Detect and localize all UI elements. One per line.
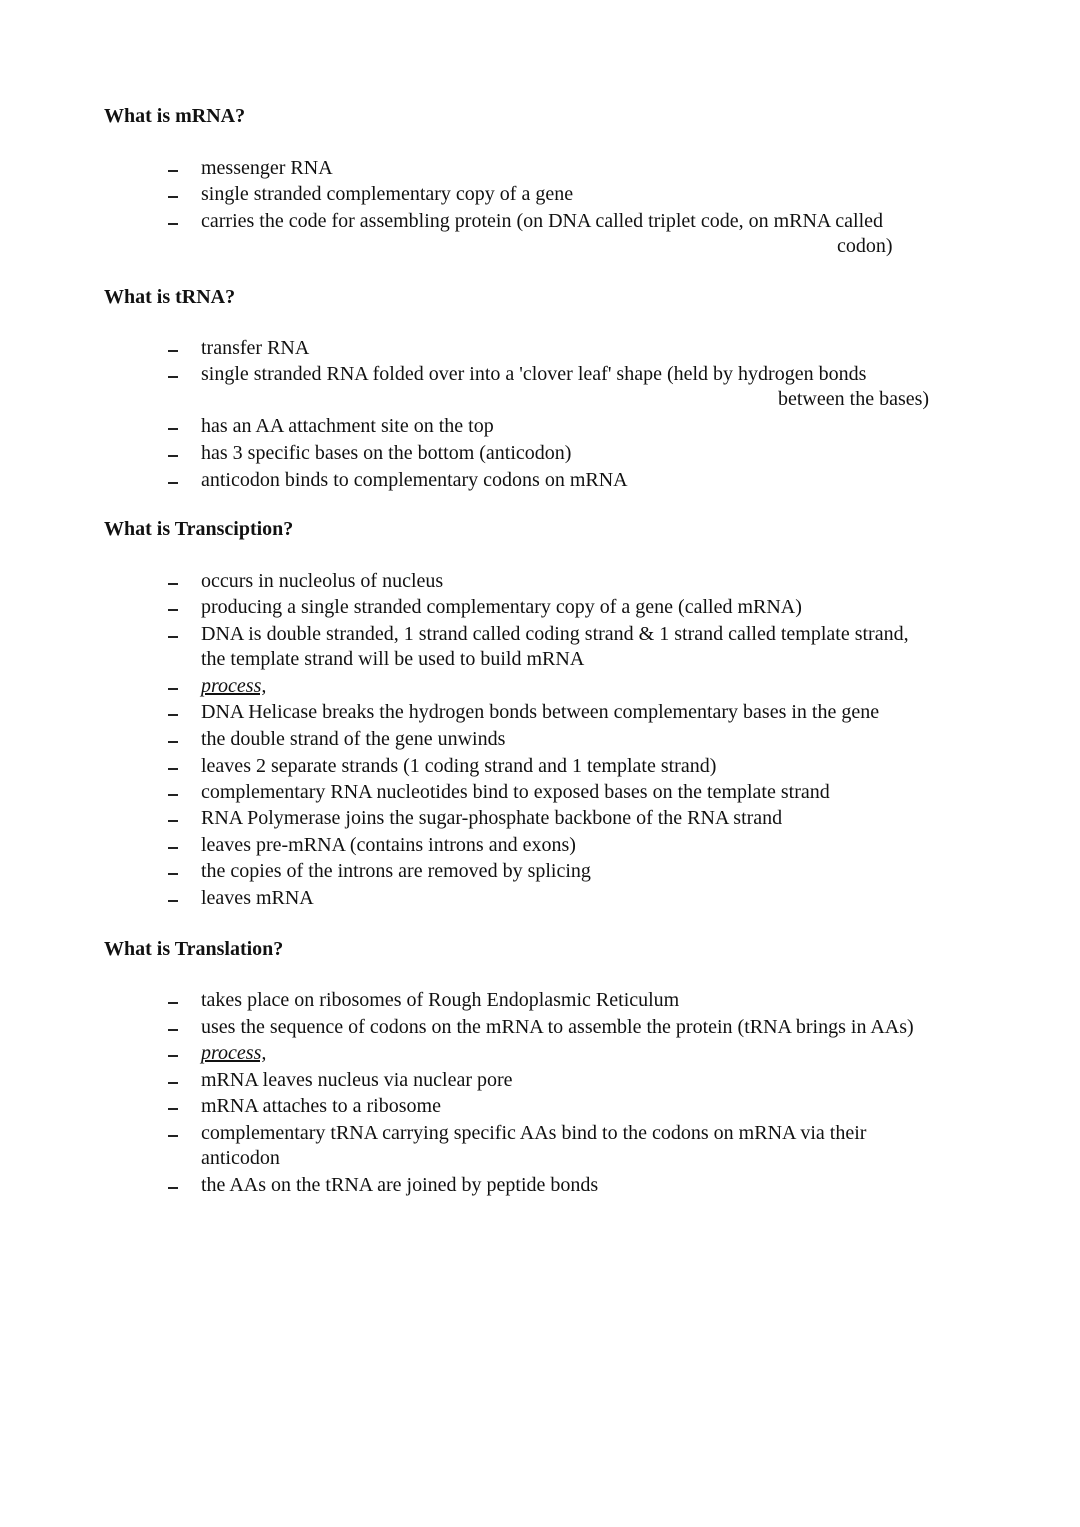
bullet-dash — [168, 1135, 178, 1137]
bullet-dash — [168, 714, 178, 716]
bullet-dash — [168, 1002, 178, 1004]
list-item: complementary RNA nucleotides bind to exposed bases on the template strand — [201, 781, 830, 803]
heading-transcription: What is Transciption? — [104, 518, 294, 540]
list-item: RNA Polymerase joins the sugar-phosphate backbone of the RNA strand — [201, 807, 783, 829]
bullet-dash — [168, 847, 178, 849]
bullet-dash — [168, 170, 178, 172]
list-item: uses the sequence of codons on the mRNA to assemble the protein (tRNA brings in AAs) — [201, 1016, 914, 1038]
list-item: DNA Helicase breaks the hydrogen bonds between complementary bases in the gene — [201, 701, 880, 723]
bullet-dash — [168, 820, 178, 822]
list-item: complementary tRNA carrying specific AAs bind to the codons on mRNA via their — [201, 1122, 867, 1144]
bullet-dash — [168, 900, 178, 902]
bullet-dash — [168, 794, 178, 796]
list-item: has 3 specific bases on the bottom (anticodon) — [201, 442, 572, 464]
list-item: DNA is double stranded, 1 strand called coding strand & 1 strand called template strand, — [201, 623, 909, 645]
bullet-dash — [168, 636, 178, 638]
list-item: occurs in nucleolus of nucleus — [201, 570, 444, 592]
bullet-dash — [168, 688, 178, 690]
heading-mrna: What is mRNA? — [104, 105, 246, 127]
list-item: leaves 2 separate strands (1 coding strand and 1 template strand) — [201, 755, 717, 777]
list-item: takes place on ribosomes of Rough Endoplasmic Reticulum — [201, 989, 680, 1011]
list-item-continuation: anticodon — [201, 1147, 280, 1169]
bullet-dash — [168, 741, 178, 743]
bullet-dash — [168, 768, 178, 770]
heading-translation: What is Translation? — [104, 938, 284, 960]
bullet-dash — [168, 196, 178, 198]
bullet-dash — [168, 873, 178, 875]
list-item: mRNA leaves nucleus via nuclear pore — [201, 1069, 513, 1091]
list-item: the copies of the introns are removed by splicing — [201, 860, 591, 882]
bullet-dash — [168, 1055, 178, 1057]
list-item: producing a single stranded complementary copy of a gene (called mRNA) — [201, 596, 802, 618]
process-label: process, — [201, 675, 267, 697]
list-item: mRNA attaches to a ribosome — [201, 1095, 441, 1117]
bullet-dash — [168, 223, 178, 225]
list-item: single stranded complementary copy of a gene — [201, 183, 574, 205]
bullet-dash — [168, 1108, 178, 1110]
bullet-dash — [168, 482, 178, 484]
list-item: carries the code for assembling protein (on DNA called triplet code, on mRNA called — [201, 210, 884, 232]
list-item-continuation: between the bases) — [778, 388, 930, 410]
heading-trna: What is tRNA? — [104, 286, 236, 308]
list-item-continuation: codon) — [837, 235, 893, 257]
bullet-dash — [168, 428, 178, 430]
list-item-continuation: the template strand will be used to build mRNA — [201, 648, 585, 670]
list-item: leaves mRNA — [201, 887, 314, 909]
list-item: transfer RNA — [201, 337, 310, 359]
bullet-dash — [168, 583, 178, 585]
list-item: single stranded RNA folded over into a 'clover leaf' shape (held by hydrogen bonds — [201, 363, 867, 385]
bullet-dash — [168, 1082, 178, 1084]
list-item: leaves pre-mRNA (contains introns and exons) — [201, 834, 576, 856]
list-item: messenger RNA — [201, 157, 333, 179]
process-label: process, — [201, 1042, 267, 1064]
list-item: the double strand of the gene unwinds — [201, 728, 506, 750]
list-item: anticodon binds to complementary codons on mRNA — [201, 469, 628, 491]
bullet-dash — [168, 350, 178, 352]
bullet-dash — [168, 1029, 178, 1031]
list-item: has an AA attachment site on the top — [201, 415, 494, 437]
bullet-dash — [168, 1187, 178, 1189]
bullet-dash — [168, 609, 178, 611]
bullet-dash — [168, 376, 178, 378]
list-item: the AAs on the tRNA are joined by peptide bonds — [201, 1174, 599, 1196]
bullet-dash — [168, 455, 178, 457]
